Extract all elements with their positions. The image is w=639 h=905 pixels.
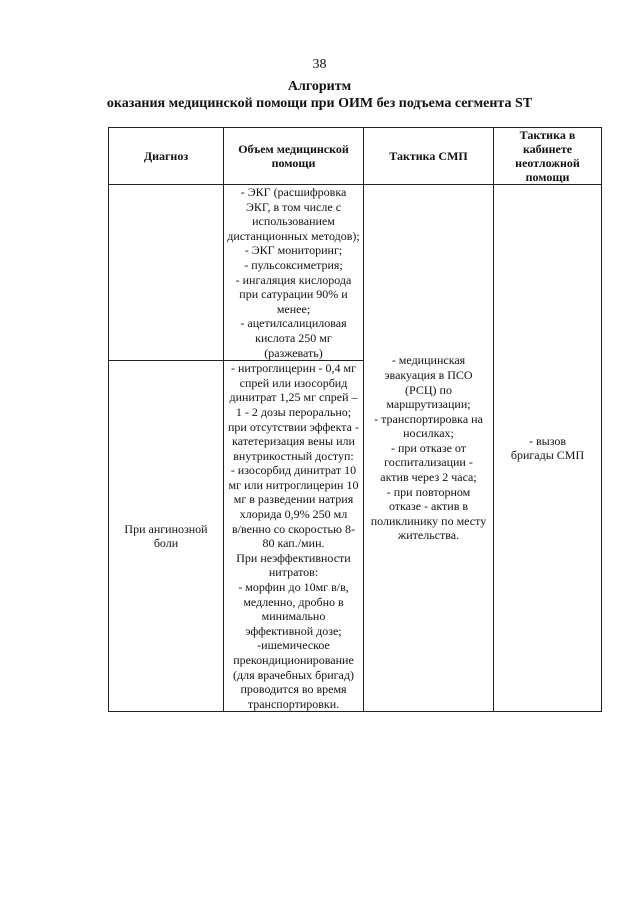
text-line: госпитализации -: [384, 455, 473, 470]
text-line: неотложной: [515, 156, 580, 170]
row2-diagnosis-cell: [109, 361, 224, 712]
text-line: при сатурации 90% и: [239, 287, 348, 302]
text-line: - вызов: [528, 433, 567, 448]
text-line: минимально: [261, 609, 326, 624]
text-line: - ЭКГ (расшифровка: [240, 185, 347, 199]
text-line: спрей или изосорбид: [239, 375, 348, 390]
text-line: - при повторном: [386, 484, 471, 499]
text-line: носилках;: [403, 426, 454, 441]
tactics-cabinet-cell: [494, 185, 602, 712]
table-header-row: [109, 128, 602, 185]
text-line: в/венно со скоростью 8-: [232, 521, 355, 536]
text-line: поликлинику по месту: [370, 513, 487, 528]
title-line-1: Алгоритм: [287, 79, 352, 94]
row2-volume-cell: [224, 361, 364, 712]
text-line: помощи: [271, 156, 316, 170]
text-line: - морфин до 10мг в/в,: [238, 580, 349, 595]
tactics-smp-cell: [364, 185, 494, 712]
text-line: проводится во время: [240, 682, 347, 697]
text-line: (разжевать): [264, 345, 323, 360]
text-line: эффективной дозе;: [245, 623, 342, 638]
text-line: жительства.: [397, 528, 460, 543]
text-line: динитрат 1,25 мг спрей –: [229, 390, 358, 405]
text-line: хлорида 0,9% 250 мл: [239, 507, 348, 522]
text-line: - пульсоксиметрия;: [244, 257, 343, 272]
text-line: Тактика в: [519, 128, 576, 142]
title-line-2: оказания медицинской помощи при ОИМ без подъема сегмента ST: [106, 96, 533, 111]
text-line: - медицинская: [391, 353, 466, 368]
text-line: - нитроглицерин - 0,4 мг: [230, 361, 357, 376]
text-line: кислота 250 мг: [255, 330, 332, 345]
text-line: при отсутствии эффекта -: [228, 419, 359, 434]
text-line: внутрикостный доступ:: [233, 448, 354, 463]
text-line: (для врачебных бригад): [233, 667, 354, 682]
text-line: маршрутизации;: [386, 397, 471, 412]
text-line: (РСЦ) по: [405, 382, 452, 397]
text-line: мг в разведении натрия: [233, 492, 354, 507]
text-line: нитратов:: [268, 565, 319, 580]
header-tactics-cabinet: [494, 128, 602, 185]
table-row: [109, 185, 602, 361]
text-line: актив через 2 часа;: [380, 470, 477, 485]
text-line: кабинете: [522, 142, 573, 156]
text-line: -ишемическое: [257, 638, 330, 653]
row1-diagnosis-cell: [109, 185, 224, 361]
text-line: - ЭКГ мониторинг;: [244, 243, 343, 258]
text-line: прекондиционирование: [233, 653, 354, 667]
text-line: менее;: [276, 301, 311, 316]
text-line: эвакуация в ПСО: [384, 367, 473, 382]
text-line: - при отказе от: [390, 440, 467, 455]
row1-volume-cell: [224, 185, 364, 361]
text-line: боли: [153, 536, 179, 551]
text-line: Объем медицинской: [238, 142, 349, 156]
text-line: транспортировки.: [247, 696, 340, 711]
text-line: бригады СМП: [510, 448, 585, 463]
text-line: 80 кап./мин.: [262, 536, 325, 551]
algorithm-table: [108, 127, 602, 712]
text-line: - ингаляция кислорода: [235, 272, 352, 287]
text-line: - транспортировка на: [374, 411, 483, 426]
text-line: дистанционных методов);: [227, 228, 360, 243]
text-line: - изосорбид динитрат 10: [230, 463, 357, 478]
text-line: медленно, дробно в: [243, 594, 344, 609]
text-line: использованием: [252, 214, 335, 229]
document-title: [0, 78, 639, 112]
header-volume: [224, 128, 364, 185]
text-line: Тактика СМП: [389, 149, 468, 163]
text-line: помощи: [525, 170, 570, 184]
header-diagnosis: [109, 128, 224, 185]
text-line: При ангинозной: [124, 521, 208, 536]
text-line: мг или нитроглицерин 10: [228, 477, 359, 492]
text-line: - ацетилсалициловая: [240, 316, 347, 331]
text-line: Диагноз: [143, 149, 189, 163]
text-line: 1 - 2 дозы перорально;: [235, 404, 352, 419]
text-line: При неэффективности: [236, 550, 351, 565]
text-line: ЭКГ, в том числе с: [245, 199, 342, 214]
page-number: 38: [312, 57, 327, 72]
text-line: отказе - актив в: [388, 499, 469, 514]
text-line: катетеризация вены или: [232, 434, 355, 449]
header-tactics-smp: [364, 128, 494, 185]
